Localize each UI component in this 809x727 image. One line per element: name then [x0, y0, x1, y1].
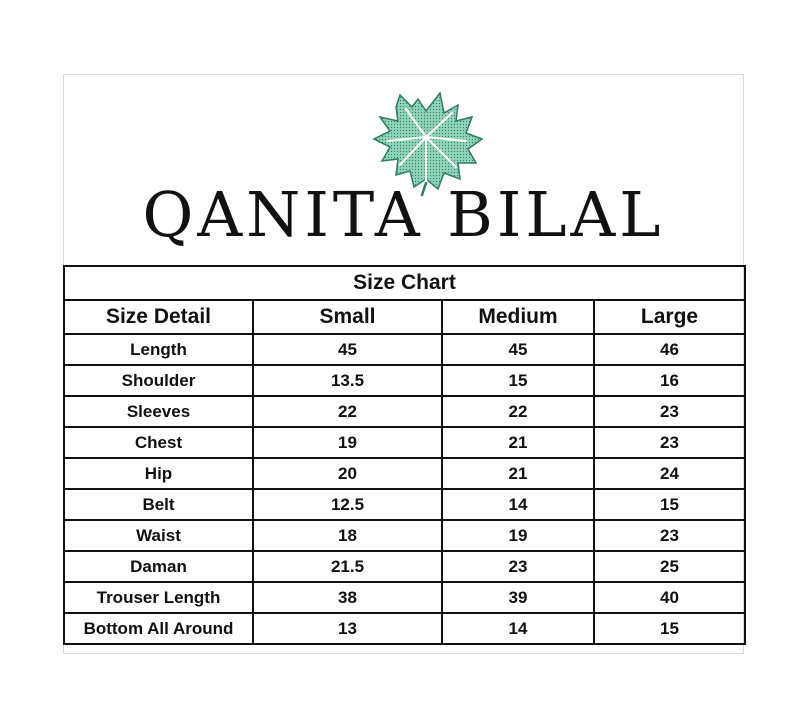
large-value: 25 — [594, 551, 745, 582]
table-row — [64, 458, 745, 489]
row-label: Belt — [64, 489, 253, 520]
medium-value: 15 — [442, 365, 594, 396]
small-value: 13.5 — [253, 365, 442, 396]
table-row — [64, 520, 745, 551]
small-value: 19 — [253, 427, 442, 458]
table-row — [64, 396, 745, 427]
column-header-large: Large — [594, 300, 745, 334]
table-row — [64, 613, 745, 644]
medium-value: 14 — [442, 489, 594, 520]
row-label: Hip — [64, 458, 253, 489]
small-value: 13 — [253, 613, 442, 644]
row-label: Chest — [64, 427, 253, 458]
small-value: 21.5 — [253, 551, 442, 582]
small-value: 22 — [253, 396, 442, 427]
large-value: 15 — [594, 613, 745, 644]
column-header-size-detail: Size Detail — [64, 300, 253, 334]
row-label: Length — [64, 334, 253, 365]
column-header-small: Small — [253, 300, 442, 334]
brand-header — [64, 75, 743, 265]
medium-value: 39 — [442, 582, 594, 613]
medium-value: 23 — [442, 551, 594, 582]
size-chart-table — [63, 265, 746, 645]
small-value: 45 — [253, 334, 442, 365]
table-row — [64, 365, 745, 396]
large-value: 15 — [594, 489, 745, 520]
medium-value: 14 — [442, 613, 594, 644]
row-label: Waist — [64, 520, 253, 551]
brand-wordmark: QANITA BILAL — [142, 178, 665, 251]
column-header-medium: Medium — [442, 300, 594, 334]
large-value: 46 — [594, 334, 745, 365]
small-value: 20 — [253, 458, 442, 489]
table-row — [64, 489, 745, 520]
row-label: Bottom All Around — [64, 613, 253, 644]
medium-value: 22 — [442, 396, 594, 427]
large-value: 23 — [594, 396, 745, 427]
large-value: 23 — [594, 520, 745, 551]
large-value: 23 — [594, 427, 745, 458]
medium-value: 21 — [442, 427, 594, 458]
row-label: Trouser Length — [64, 582, 253, 613]
medium-value: 21 — [442, 458, 594, 489]
table-row — [64, 582, 745, 613]
table-row — [64, 551, 745, 582]
large-value: 24 — [594, 458, 745, 489]
row-label: Sleeves — [64, 396, 253, 427]
table-row — [64, 334, 745, 365]
small-value: 12.5 — [253, 489, 442, 520]
row-label: Daman — [64, 551, 253, 582]
table-row — [64, 427, 745, 458]
medium-value: 45 — [442, 334, 594, 365]
size-chart-sheet — [63, 74, 744, 654]
medium-value: 19 — [442, 520, 594, 551]
small-value: 38 — [253, 582, 442, 613]
table-title: Size Chart — [64, 266, 745, 300]
large-value: 40 — [594, 582, 745, 613]
small-value: 18 — [253, 520, 442, 551]
row-label: Shoulder — [64, 365, 253, 396]
large-value: 16 — [594, 365, 745, 396]
header-row — [64, 300, 745, 334]
